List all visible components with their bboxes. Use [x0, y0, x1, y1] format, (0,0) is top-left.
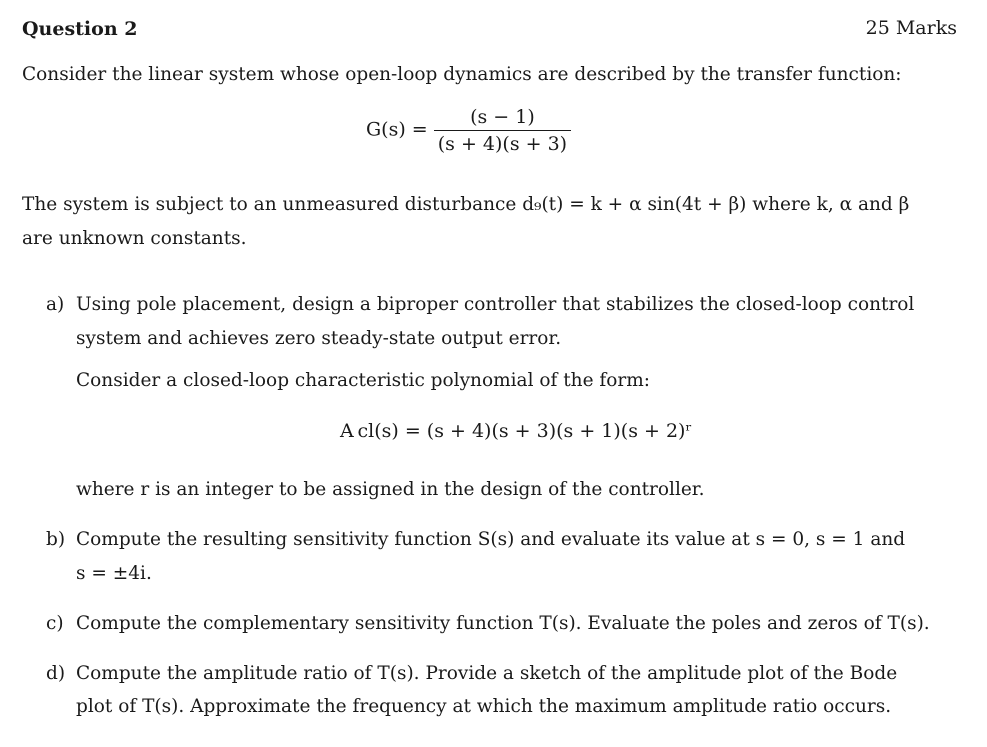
transfer-function-lhs: G(s) = [366, 118, 428, 141]
transfer-function-denominator: (s + 4)(s + 3) [437, 133, 568, 155]
part-a-line3: Consider a closed-loop characteristic polynomial of the form: [76, 370, 651, 391]
part-d-line2: plot of T(s). Approximate the frequency at which the maximum amplitude ratio occurs. [76, 696, 892, 717]
disturbance-text-line1: The system is subject to an unmeasured disturbance d₉(t) = k + α sin(4t + β) where k, α and β [22, 194, 910, 215]
part-b-line2: s = ±4i. [76, 563, 152, 584]
question-title: Question 2 [22, 18, 138, 40]
transfer-function-numerator: (s − 1) [434, 106, 571, 131]
part-d-line1: Compute the amplitude ratio of T(s). Provide a sketch of the amplitude plot of the Bode [76, 663, 898, 684]
part-c-line1: Compute the complementary sensitivity function T(s). Evaluate the poles and zeros of T(s). [76, 613, 930, 634]
part-a-line1: Using pole placement, design a biproper controller that stabilizes the closed-loop control [76, 294, 915, 315]
part-c-label: c) [46, 613, 64, 634]
part-d-label: d) [46, 663, 66, 684]
part-a-label: a) [46, 294, 65, 315]
disturbance-text-line2: are unknown constants. [22, 228, 247, 249]
intro-text: Consider the linear system whose open-loop dynamics are described by the transfer function: [22, 64, 902, 85]
closed-loop-polynomial-equation: A cl(s) = (s + 4)(s + 3)(s + 1)(s + 2)ʳ [340, 420, 693, 442]
part-a-line4: where r is an integer to be assigned in the design of the controller. [76, 479, 705, 500]
part-b-line1: Compute the resulting sensitivity function S(s) and evaluate its value at s = 0, s = 1 and [76, 529, 906, 550]
marks-label: 25 Marks [865, 17, 957, 39]
transfer-function-equation [366, 106, 571, 155]
transfer-function-fraction [434, 106, 571, 155]
part-a-line2: system and achieves zero steady-state output error. [76, 328, 562, 349]
part-b-label: b) [46, 529, 66, 550]
